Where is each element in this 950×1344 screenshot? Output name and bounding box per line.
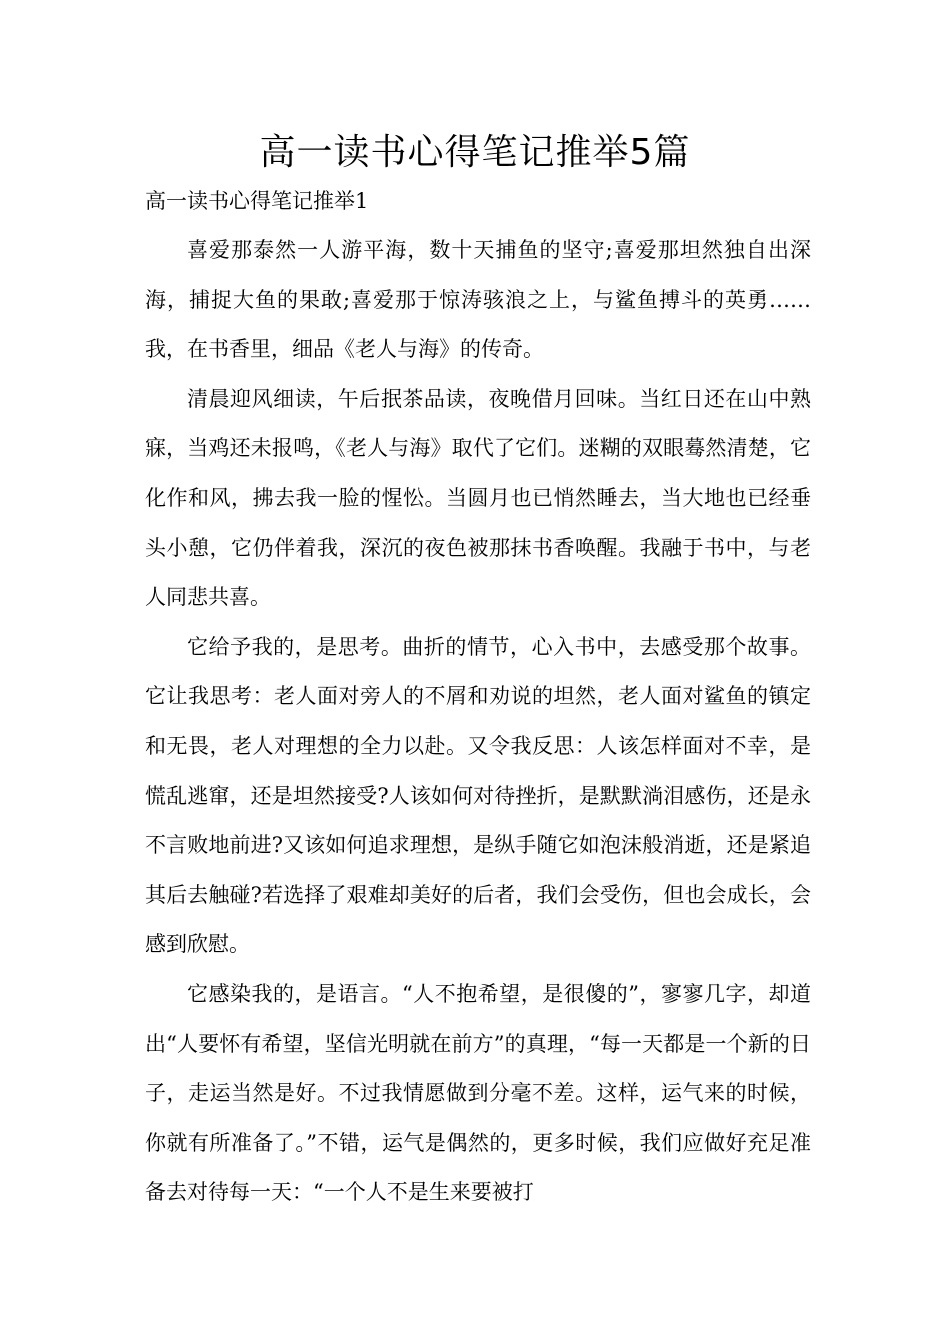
paragraph: 它感染我的，是语言。“人不抱希望，是很傻的”，寥寥几字，却道出“人要怀有希望，坚信光明就在前方”的真理，“每一天都是一个新的日子，走运当然是好。不过我情愿做到分毫不差。这样，运气来的时候，你就有所准备了。”不错，运气是偶然的，更多时候，我们应做好充足准备去对待每一天：“一个人不是生来要被打 (145, 981, 811, 1205)
section-heading: 高一读书心得笔记推举1 (145, 189, 369, 213)
paragraph: 清晨迎风细读，午后抿茶品读，夜晚借月回味。当红日还在山中熟寐，当鸡还未报鸣，《老人与海》取代了它们。迷糊的双眼蓦然清楚，它化作和风，拂去我一脸的惺忪。当圆月也已悄然睡去，当大地也已经垂头小憩，它仍伴着我，深沉的夜色被那抹书香唤醒。我融于书中，与老人同悲共喜。 (145, 386, 811, 610)
document-body (145, 226, 811, 1218)
paragraph: 它给予我的，是思考。曲折的情节，心入书中，去感受那个故事。它让我思考：老人面对旁人的不屑和劝说的坦然，老人面对鲨鱼的镇定和无畏，老人对理想的全力以赴。又令我反思：人该怎样面对不幸，是慌乱逃窜，还是坦然接受?人该如何对待挫折，是默默淌泪感伤，还是永不言败地前进?又该如何追求理想，是纵手随它如泡沫般消逝，还是紧追其后去触碰?若选择了艰难却美好的后者，我们会受伤，但也会成长，会感到欣慰。 (145, 634, 811, 957)
paragraph: 喜爱那泰然一人游平海，数十天捕鱼的坚守;喜爱那坦然独自出深海，捕捉大鱼的果敢;喜爱那于惊涛骇浪之上，与鲨鱼搏斗的英勇……我，在书香里，细品《老人与海》的传奇。 (145, 238, 811, 362)
document-title: 高一读书心得笔记推举5篇 (259, 132, 691, 173)
